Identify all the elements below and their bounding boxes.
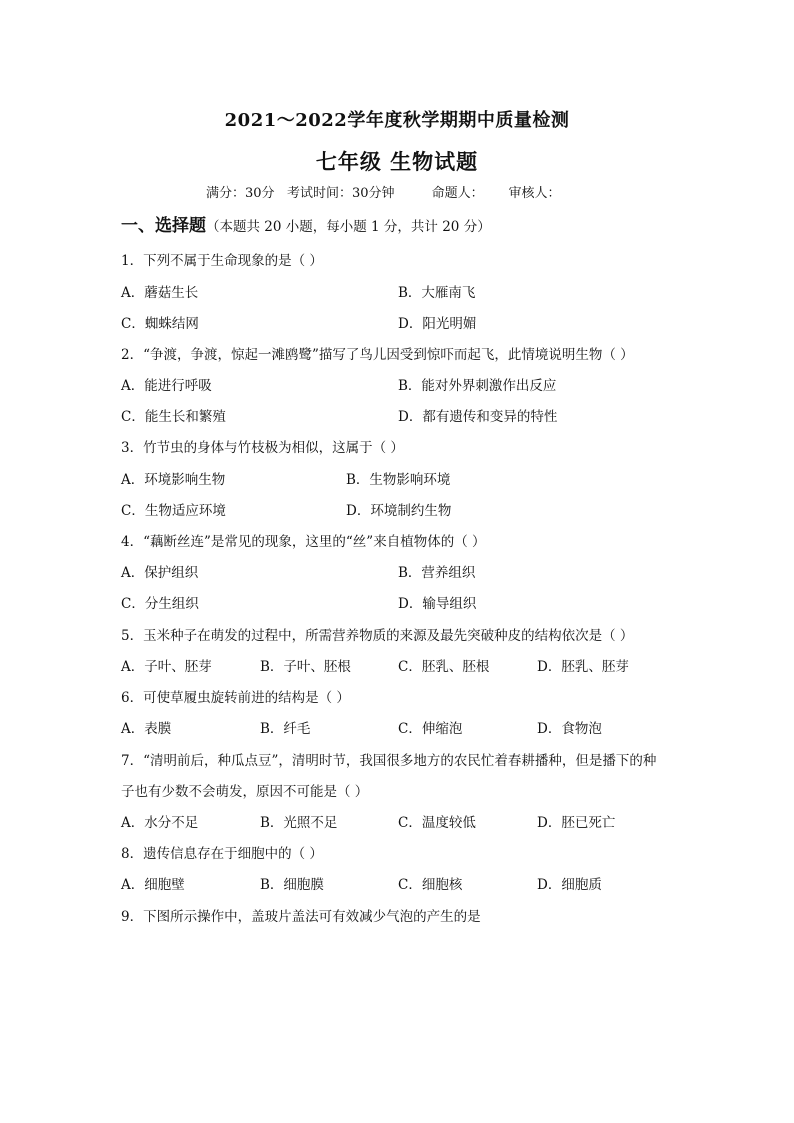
q7-option-b: B．光照不足 bbox=[260, 815, 338, 831]
q6-option-b: B．纤毛 bbox=[260, 721, 311, 737]
q8-option-c: C．细胞核 bbox=[398, 877, 463, 893]
q7-option-d: D．胚已死亡 bbox=[537, 815, 616, 831]
question-2: 2．“争渡，争渡，惊起一滩鸥鹭”描写了鸟儿因受到惊吓而起飞，此情境说明生物（ ） bbox=[121, 347, 634, 363]
q3-option-c: C．生物适应环境 bbox=[121, 503, 226, 519]
q6-option-d: D．食物泡 bbox=[537, 721, 602, 737]
q3-option-d: D．环境制约生物 bbox=[346, 503, 452, 519]
question-6: 6．可使草履虫旋转前进的结构是（ ） bbox=[121, 690, 350, 706]
section-title: 一、选择题 bbox=[121, 216, 206, 236]
section-note: （本题共 20 小题，每小题 1 分，共计 20 分） bbox=[206, 219, 491, 235]
q1-option-c: C．蜘蛛结网 bbox=[121, 316, 199, 332]
question-9: 9．下图所示操作中，盖玻片盖法可有效减少气泡的产生的是 bbox=[121, 909, 481, 925]
q8-option-d: D．细胞质 bbox=[537, 877, 602, 893]
q7-option-c: C．温度较低 bbox=[398, 815, 476, 831]
question-7-continued: 子也有少数不会萌发，原因不可能是（ ） bbox=[121, 784, 369, 800]
q3-option-a: A．环境影响生物 bbox=[121, 472, 226, 488]
q2-option-b: B．能对外界刺激作出反应 bbox=[398, 378, 557, 394]
q5-option-a: A．子叶、胚芽 bbox=[121, 659, 212, 675]
q5-option-d: D．胚乳、胚芽 bbox=[537, 659, 629, 675]
q4-option-b: B．营养组织 bbox=[398, 565, 476, 581]
exam-subtitle: 七年级 生物试题 bbox=[315, 149, 479, 174]
exam-title: 2021～2022学年度秋学期期中质量检测 bbox=[224, 110, 570, 131]
q7-option-a: A．水分不足 bbox=[121, 815, 199, 831]
q4-option-d: D．输导组织 bbox=[398, 596, 477, 612]
q2-option-d: D．都有遗传和变异的特性 bbox=[398, 409, 558, 425]
q6-option-a: A．表膜 bbox=[121, 721, 172, 737]
q1-option-a: A．蘑菇生长 bbox=[121, 285, 199, 301]
q4-option-c: C．分生组织 bbox=[121, 596, 199, 612]
q2-option-a: A．能进行呼吸 bbox=[121, 378, 212, 394]
question-8: 8．遗传信息存在于细胞中的（ ） bbox=[121, 846, 323, 862]
q6-option-c: C．伸缩泡 bbox=[398, 721, 463, 737]
q4-option-a: A．保护组织 bbox=[121, 565, 199, 581]
q5-option-b: B．子叶、胚根 bbox=[260, 659, 351, 675]
question-1: 1．下列不属于生命现象的是（ ） bbox=[121, 253, 323, 269]
question-4: 4．“藕断丝连”是常见的现象，这里的“丝”来自植物体的（ ） bbox=[121, 534, 486, 550]
question-7: 7．“清明前后，种瓜点豆”，清明时节，我国很多地方的农民忙着春耕播种，但是播下的种 bbox=[121, 753, 657, 769]
exam-meta: 满分：30分 考试时间：30分钟 命题人： 审核人： bbox=[206, 186, 561, 201]
q5-option-c: C．胚乳、胚根 bbox=[398, 659, 490, 675]
question-3: 3．竹节虫的身体与竹枝极为相似，这属于（ ） bbox=[121, 440, 404, 456]
q2-option-c: C．能生长和繁殖 bbox=[121, 409, 226, 425]
q3-option-b: B．生物影响环境 bbox=[346, 472, 451, 488]
section-heading bbox=[121, 211, 491, 236]
q1-option-d: D．阳光明媚 bbox=[398, 316, 477, 332]
question-5: 5．玉米种子在萌发的过程中，所需营养物质的来源及最先突破种皮的结构依次是（ ） bbox=[121, 628, 634, 644]
q8-option-b: B．细胞膜 bbox=[260, 877, 324, 893]
q8-option-a: A．细胞壁 bbox=[121, 877, 185, 893]
q1-option-b: B．大雁南飞 bbox=[398, 285, 476, 301]
